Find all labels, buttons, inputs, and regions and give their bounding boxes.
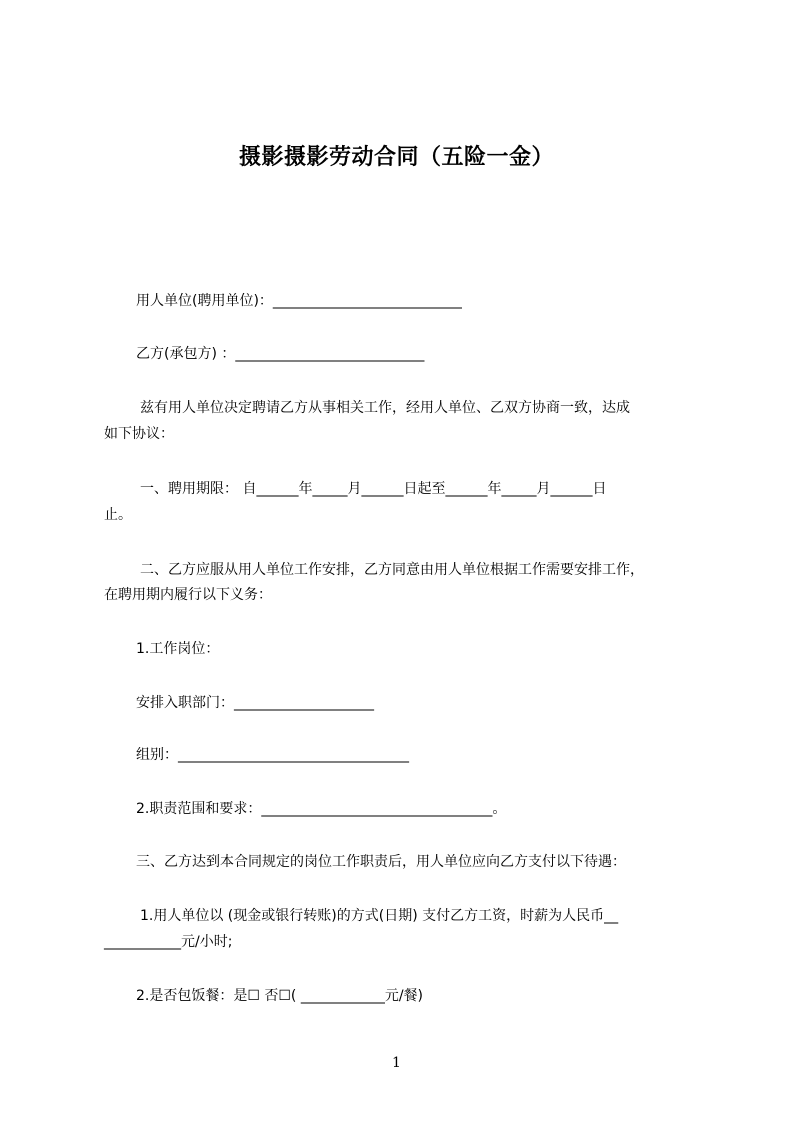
pay-line-2: ___________元/小时; xyxy=(104,934,233,950)
scope-line: 2.职责范围和要求：_________________________________。 xyxy=(136,801,507,817)
department-line: 安排入职部门：____________________ xyxy=(136,695,374,711)
document-title: 摄影摄影劳动合同（五险一金） xyxy=(238,145,554,170)
party-b-line: 乙方(承包方) ：___________________________ xyxy=(136,346,425,362)
duty-line-1: 二、乙方应服从用人单位工作安排，乙方同意由用人单位根据工作需要安排工作， xyxy=(140,562,644,578)
intro-line-1: 兹有用人单位决定聘请乙方从事相关工作，经用人单位、乙双方协商一致，达成 xyxy=(140,400,630,416)
term-line-2: 止。 xyxy=(104,507,132,523)
benefit-header-line: 三、乙方达到本合同规定的岗位工作职责后，用人单位应向乙方支付以下待遇： xyxy=(136,854,626,870)
employer-line: 用人单位(聘用单位)：___________________________ xyxy=(136,293,462,309)
page-number: 1 xyxy=(392,1055,401,1071)
duty-line-2: 在聘用期内履行以下义务： xyxy=(104,587,272,603)
term-line-1: 一、聘用期限： 自______年_____月______日起至______年_____月______日 xyxy=(140,481,607,497)
post-line: 1.工作岗位： xyxy=(136,641,220,657)
meal-line: 2.是否包饭餐：是☐ 否☐( ____________元/餐) xyxy=(136,988,423,1004)
pay-line-1: 1.用人单位以 (现金或银行转账)的方式(日期) 支付乙方工资，时薪为人民币__ xyxy=(140,908,619,924)
group-line: 组别：_________________________________ xyxy=(136,747,409,763)
intro-line-2: 如下协议： xyxy=(104,426,174,442)
